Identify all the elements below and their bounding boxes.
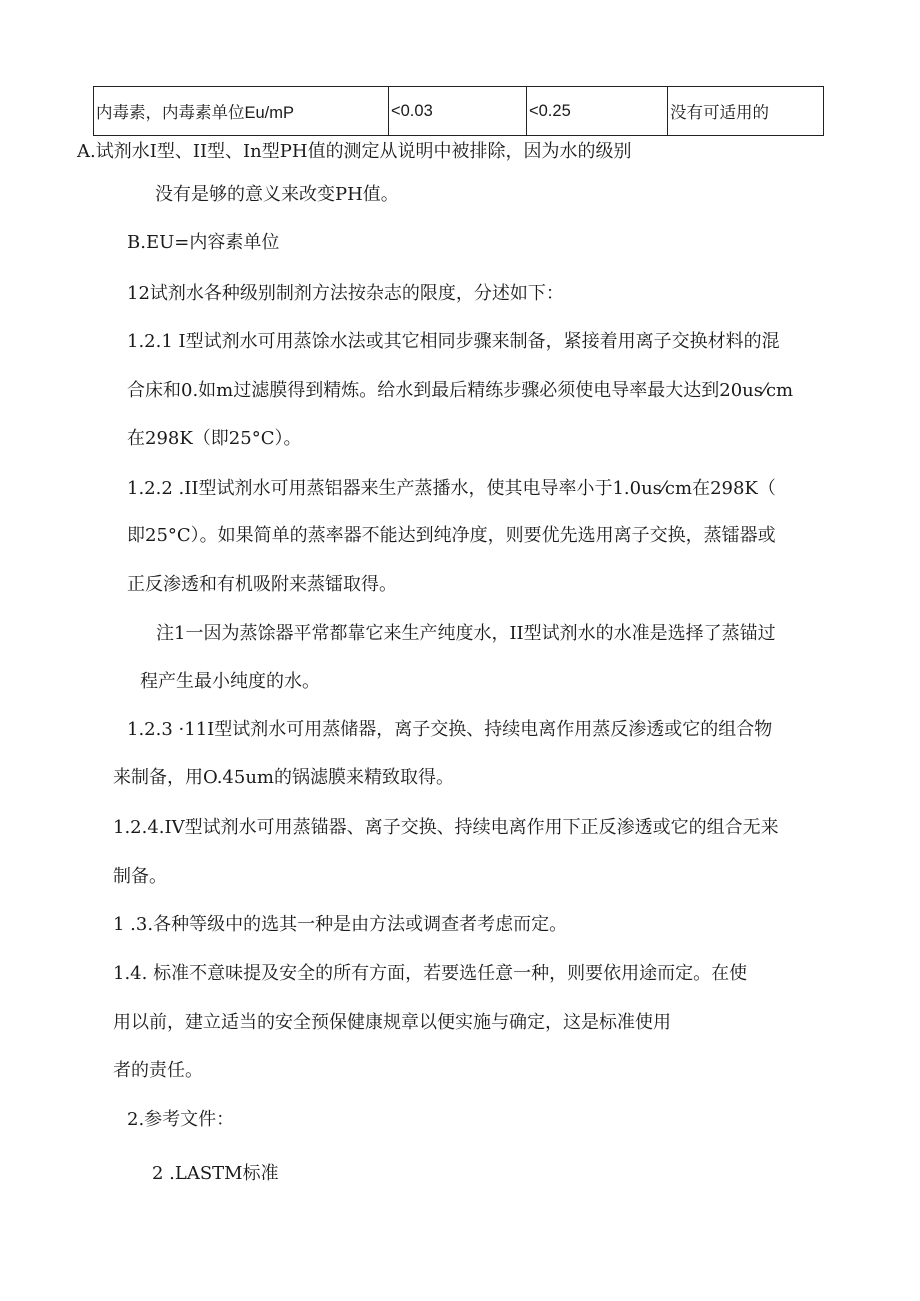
section-2-heading: 2.参考文件：	[127, 1109, 235, 1130]
table-cell-type-3: 没有可适用的	[668, 87, 824, 136]
section-1-3: 1 .3.各种等级中的选其一种是由方法或调查者考虑而定。	[113, 914, 568, 935]
section-1-2-3-line2: 来制备，用O.45um的锅滤膜来精致取得。	[113, 767, 454, 788]
section-1-4-line3: 者的责任。	[113, 1060, 203, 1081]
section-1-2-1-line1: 1.2.1 I型试剂水可用蒸馀水法或其它相同步骤来制备，紧接着用离子交换材料的混	[127, 331, 780, 352]
section-1-2-1-line2: 合床和0.如m过滤膜得到精炼。给水到最后精练步骤必须使电导率最大达到20us⁄cm	[127, 380, 794, 401]
section-1-4-line1: 1.4. 标准不意味提及安全的所有方面，若要选任意一种，则要依用途而定。在使	[113, 963, 748, 984]
note-a-line1: A.试剂水I型、II型、In型PH值的测定从说明中被排除，因为水的级别	[77, 141, 632, 162]
section-1-2-2-line1: 1.2.2 .II型试剂水可用蒸铝器来生产蒸播水，使其电导率小于1.0us⁄cm在298K（	[127, 478, 776, 499]
table-cell-type-2: <0.25	[527, 87, 668, 136]
note-a-line2: 没有是够的意义来改变PH值。	[155, 184, 399, 205]
note-1-line2: 程产生最小纯度的水。	[140, 671, 320, 692]
table-row	[94, 87, 824, 136]
section-1-2-3-line1: 1.2.3 ·11I型试剂水可用蒸储器，离子交换、持续电离作用蒸反渗透或它的组合物	[127, 719, 773, 740]
note-1-line1: 注1一因为蒸馀器平常都靠它来生产纯度水，II型试剂水的水准是选择了蒸锚过	[156, 623, 776, 644]
table-cell-parameter: 内毒素，内毒素单位Eu/mP	[94, 87, 389, 136]
section-1-2-intro: 12试剂水各种级别制剂方法按杂志的限度，分述如下：	[127, 283, 564, 304]
section-2-1: 2 .LASTM标准	[152, 1163, 279, 1184]
table-cell-type-1: <0.03	[389, 87, 527, 136]
section-1-2-4-line1: 1.2.4.IV型试剂水可用蒸锚器、离子交换、持续电离作用下正反渗透或它的组合无来	[113, 817, 779, 838]
section-1-2-2-line3: 正反渗透和有机吸附来蒸镭取得。	[127, 574, 397, 595]
section-1-2-1-line3: 在298K（即25°C）。	[127, 428, 302, 449]
note-b: B.EU=内容素单位	[127, 232, 280, 253]
section-1-4-line2: 用以前，建立适当的安全预保健康规章以便实施与确定，这是标准使用	[113, 1012, 671, 1033]
endotoxin-table	[93, 86, 824, 136]
section-1-2-2-line2: 即25°C）。如果简单的蒸率器不能达到纯净度，则要优先选用离子交换，蒸镭器或	[127, 525, 776, 546]
section-1-2-4-line2: 制备。	[113, 866, 167, 887]
